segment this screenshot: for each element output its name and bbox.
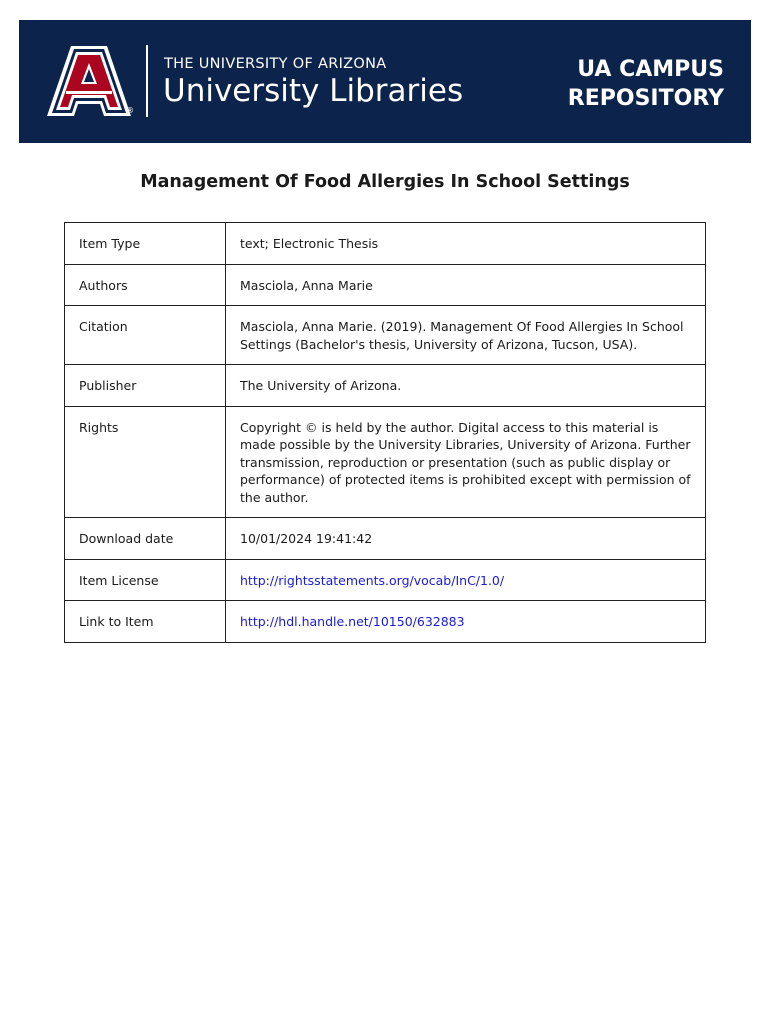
row-value: text; Electronic Thesis	[226, 223, 706, 265]
row-value	[226, 601, 706, 643]
metadata-row-download-date	[65, 518, 706, 560]
libraries-name: University Libraries	[163, 73, 464, 109]
row-label: Authors	[65, 264, 226, 306]
row-value: Copyright © is held by the author. Digital access to this material is made possible by the University Libraries, University of Arizona. Further transmission, reproduction or presentation (such as public display or performance) of protected items is prohibited except with permission of the author.	[226, 406, 706, 518]
row-label: Item License	[65, 559, 226, 601]
banner-divider	[146, 45, 148, 117]
row-value	[226, 559, 706, 601]
item-handle-link[interactable]: http://hdl.handle.net/10150/632883	[240, 614, 465, 629]
row-value: Masciola, Anna Marie. (2019). Management Of Food Allergies In School Settings (Bachelor's thesis, University of Arizona, Tucson, USA).	[226, 306, 706, 365]
metadata-row-citation	[65, 306, 706, 365]
document-title: Management Of Food Allergies In School Settings	[140, 172, 630, 192]
metadata-row-item-license	[65, 559, 706, 601]
header-banner	[19, 20, 751, 143]
row-value: 10/01/2024 19:41:42	[226, 518, 706, 560]
row-value: Masciola, Anna Marie	[226, 264, 706, 306]
metadata-row-link-to-item	[65, 601, 706, 643]
repository-line-2: REPOSITORY	[567, 86, 724, 111]
university-name: THE UNIVERSITY OF ARIZONA	[164, 56, 387, 72]
metadata-row-item-type	[65, 223, 706, 265]
metadata-row-rights	[65, 406, 706, 518]
row-label: Publisher	[65, 365, 226, 407]
row-label: Citation	[65, 306, 226, 365]
metadata-row-authors	[65, 264, 706, 306]
row-label: Link to Item	[65, 601, 226, 643]
row-label: Download date	[65, 518, 226, 560]
repository-name	[524, 55, 724, 113]
repository-line-1: UA CAMPUS	[577, 57, 724, 82]
metadata-row-publisher	[65, 365, 706, 407]
row-label: Rights	[65, 406, 226, 518]
university-of-arizona-logo	[44, 44, 134, 118]
row-value: The University of Arizona.	[226, 365, 706, 407]
metadata-table	[64, 222, 706, 643]
item-license-link[interactable]: http://rightsstatements.org/vocab/InC/1.0/	[240, 572, 505, 588]
registered-mark: ®	[126, 106, 134, 115]
row-label: Item Type	[65, 223, 226, 265]
